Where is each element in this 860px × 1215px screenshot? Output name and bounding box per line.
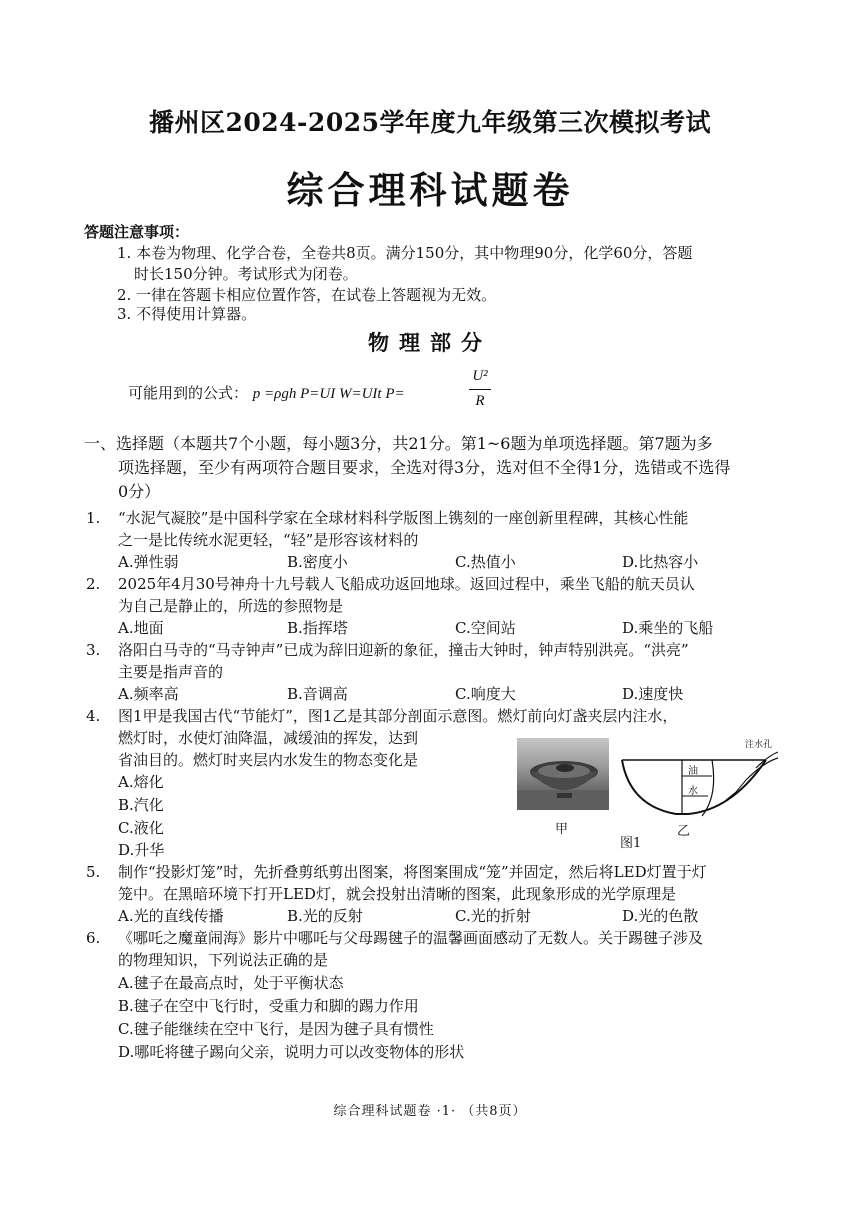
q2-option-b: B.指挥塔 [287, 619, 348, 637]
q3-option-b: B.音调高 [287, 685, 348, 703]
notice-heading: 答题注意事项： [84, 223, 190, 241]
q5-option-d: D.光的色散 [622, 907, 699, 925]
formula-denominator: R [475, 393, 485, 409]
q5-number: 5. [86, 863, 101, 881]
formula-numerator: U² [472, 368, 488, 384]
q5-option-a: A.光的直线传播 [118, 907, 224, 925]
q4-option-b: B.汽化 [118, 796, 164, 814]
q4-option-d: D.升华 [118, 841, 165, 859]
figure-caption: 图1 [620, 836, 642, 851]
q5-option-c: C.光的折射 [455, 907, 531, 925]
q1-option-a: A.弹性弱 [118, 553, 179, 571]
q5-stem-2: 笼中。在黑暗环境下打开LED灯，就会投射出清晰的图案，此现象形成的光学原理是 [118, 885, 676, 903]
notice-item-2: 2. 一律在答题卡相应位置作答，在试卷上答题视为无效。 [117, 286, 497, 304]
q2-option-a: A.地面 [118, 619, 164, 637]
q6-stem-2: 的物理知识，下列说法正确的是 [118, 951, 329, 969]
formula-text: p =ρgh P=UI W=UIt P= [252, 386, 405, 402]
q3-stem-2: 主要是指声音的 [118, 663, 224, 681]
q4-stem-3: 省油目的。燃灯时夹层内水发生的物态变化是 [118, 751, 419, 769]
q4-number: 4. [86, 707, 101, 725]
q4-stem-2: 燃灯时，水使灯油降温，减缓油的挥发，达到 [118, 729, 419, 747]
q3-number: 3. [86, 641, 101, 659]
q6-option-b: B.毽子在空中飞行时，受重力和脚的踢力作用 [118, 997, 419, 1015]
section-title: 物理部分 [368, 330, 492, 355]
notice-item-1: 1. 本卷为物理、化学合卷，全卷共8页。满分150分，其中物理90分，化学60分，答题 [117, 244, 693, 262]
q1-option-d: D.比热容小 [622, 553, 699, 571]
notice-item-1-cont: 时长150分钟。考试形式为闭卷。 [134, 265, 358, 283]
oil-lamp-photo-drawing [517, 738, 609, 810]
q5-stem-1: 制作“投影灯笼”时，先折叠剪纸剪出图案，将图案围成“笼”并固定，然后将LED灯置于灯 [118, 863, 707, 881]
q1-option-b: B.密度小 [287, 553, 348, 571]
q6-option-a: A.毽子在最高点时，处于平衡状态 [118, 974, 344, 992]
oil-lamp-photo [517, 738, 609, 810]
figure-label-oil: 油 [688, 766, 698, 777]
q1-stem-1: “水泥气凝胶”是中国科学家在全球材料科学版图上镌刻的一座创新里程碑，其核心性能 [118, 509, 689, 527]
q3-option-d: D.速度快 [622, 685, 684, 703]
q1-number: 1. [86, 509, 101, 527]
q4-option-a: A.熔化 [118, 773, 164, 791]
formula-label: 可能用到的公式： [128, 384, 249, 402]
q2-stem-2: 为自己是静止的，所选的参照物是 [118, 597, 344, 615]
page-footer: 综合理科试题卷 ·1· （共8页） [333, 1104, 527, 1119]
exam-title: 播州区2024-2025学年度九年级第三次模拟考试 [148, 108, 712, 137]
q5-option-b: B.光的反射 [287, 907, 363, 925]
part1-line2: 项选择题，至少有两项符合题目要求，全选对得3分，选对但不全得1分，选错或不选得 [118, 458, 731, 477]
q2-number: 2. [86, 575, 101, 593]
q3-option-c: C.响度大 [455, 685, 516, 703]
q1-option-c: C.热值小 [455, 553, 516, 571]
figure-label-water: 水 [688, 786, 698, 797]
q6-stem-1: 《哪吒之魔童闹海》影片中哪吒与父母踢毽子的温馨画面感动了无数人。关于踢毽子涉及 [118, 929, 704, 947]
q4-option-c: C.液化 [118, 819, 164, 837]
paper-title: 综合理科试题卷 [286, 168, 574, 212]
figure-label-yi: 乙 [677, 824, 691, 839]
q4-stem-1: 图1甲是我国古代“节能灯”，图1乙是其部分剖面示意图。燃灯前向灯盏夹层内注水， [118, 707, 678, 725]
q3-option-a: A.频率高 [118, 685, 179, 703]
q2-option-c: C.空间站 [455, 619, 516, 637]
fraction-bar [469, 389, 491, 390]
formula-row [128, 382, 405, 403]
q2-stem-1: 2025年4月30号神舟十九号载人飞船成功返回地球。返回过程中，乘坐飞船的航天员认 [118, 575, 695, 593]
q6-option-c: C.毽子能继续在空中飞行，是因为毽子具有惯性 [118, 1020, 434, 1038]
part1-line1: 一、选择题（本题共7个小题，每小题3分，共21分。第1~6题为单项选择题。第7题为多 [84, 434, 713, 453]
part1-line3: 0分） [118, 482, 161, 501]
notice-item-3: 3. 不得使用计算器。 [117, 305, 257, 323]
q2-option-d: D.乘坐的飞船 [622, 619, 714, 637]
figure-label-jia: 甲 [555, 822, 569, 837]
q6-number: 6. [86, 929, 101, 947]
q1-stem-2: 之一是比传统水泥更轻，“轻”是形容该材料的 [118, 531, 419, 549]
q6-option-d: D.哪吒将毽子踢向父亲，说明力可以改变物体的形状 [118, 1043, 465, 1061]
q3-stem-1: 洛阳白马寺的“马寺钟声”已成为辞旧迎新的象征，撞击大钟时，钟声特别洪亮。“洪亮” [118, 641, 689, 659]
figure-label-inlet: 注水孔 [745, 740, 773, 750]
